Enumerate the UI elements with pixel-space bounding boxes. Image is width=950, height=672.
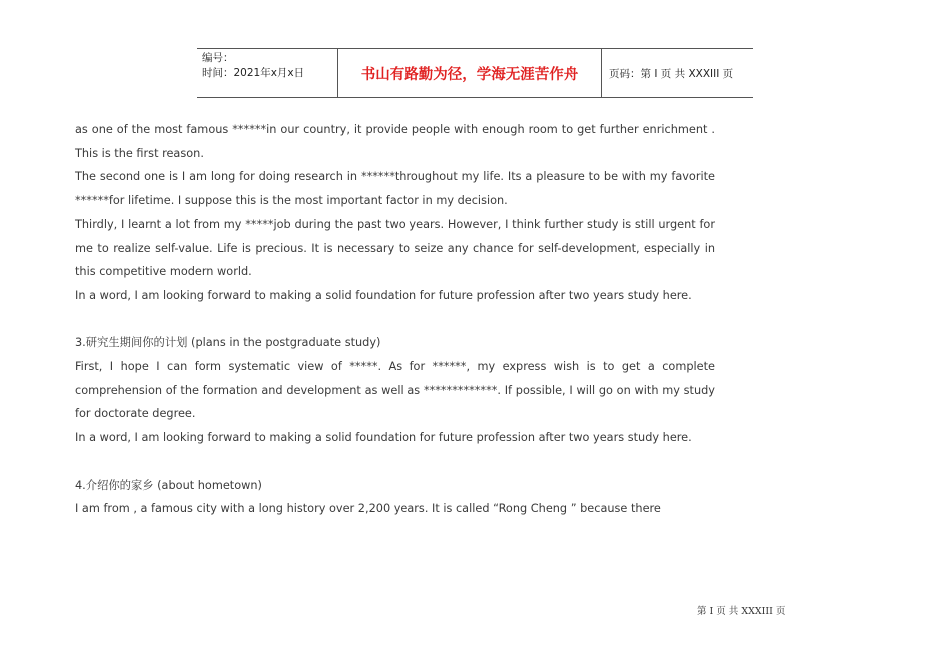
header-meta bbox=[197, 49, 338, 97]
body-paragraph: First, I hope I can form systematic view of *****. As for ******, my express wish is to get a complete comprehension of the formation and development as well as *************. If possible, I will go on with my study for doctorate degree. bbox=[75, 360, 715, 421]
header-page-number: 页码：第 I 页 共 XXXIII 页 bbox=[609, 67, 734, 80]
section-heading-plans: 3.研究生期间你的计划 (plans in the postgraduate study) bbox=[75, 336, 381, 350]
page-header bbox=[197, 48, 753, 98]
body-paragraph: In a word, I am looking forward to making a solid foundation for future profession after two years study here. bbox=[75, 288, 692, 302]
section-heading-hometown: 4.介绍你的家乡 (about hometown) bbox=[75, 478, 262, 492]
body-paragraph: I am from , a famous city with a long history over 2,200 years. It is called “Rong Cheng ” because there bbox=[75, 502, 661, 516]
header-motto: 书山有路勤为径，学海无涯苦作舟 bbox=[338, 49, 602, 97]
paragraph-spacer bbox=[75, 450, 715, 474]
page-footer: 第 I 页 共 XXXIII 页 bbox=[697, 606, 786, 617]
document-number-label: 编号： bbox=[202, 52, 234, 64]
document-time-label: 时间：2021年x月x日 bbox=[202, 67, 305, 79]
body-paragraph: Thirdly, I learnt a lot from my *****job during the past two years. However, I think further study is still urgent for me to realize self-value. Life is precious. It is necessary to seize any chance for self-development, especially in this competitive modern world. bbox=[75, 217, 715, 279]
body-paragraph: as one of the most famous ******in our country, it provide people with enough room to get further enrichment . This is the first reason. bbox=[75, 123, 715, 160]
body-paragraph: In a word, I am looking forward to making a solid foundation for future profession after two years study here. bbox=[75, 431, 692, 445]
body-paragraph: The second one is I am long for doing research in ******throughout my life. Its a pleasure to be with my favorite ******for lifetime. I suppose this is the most important factor in my decision. bbox=[75, 170, 715, 208]
paragraph-spacer bbox=[75, 308, 715, 332]
document-body bbox=[75, 118, 715, 521]
